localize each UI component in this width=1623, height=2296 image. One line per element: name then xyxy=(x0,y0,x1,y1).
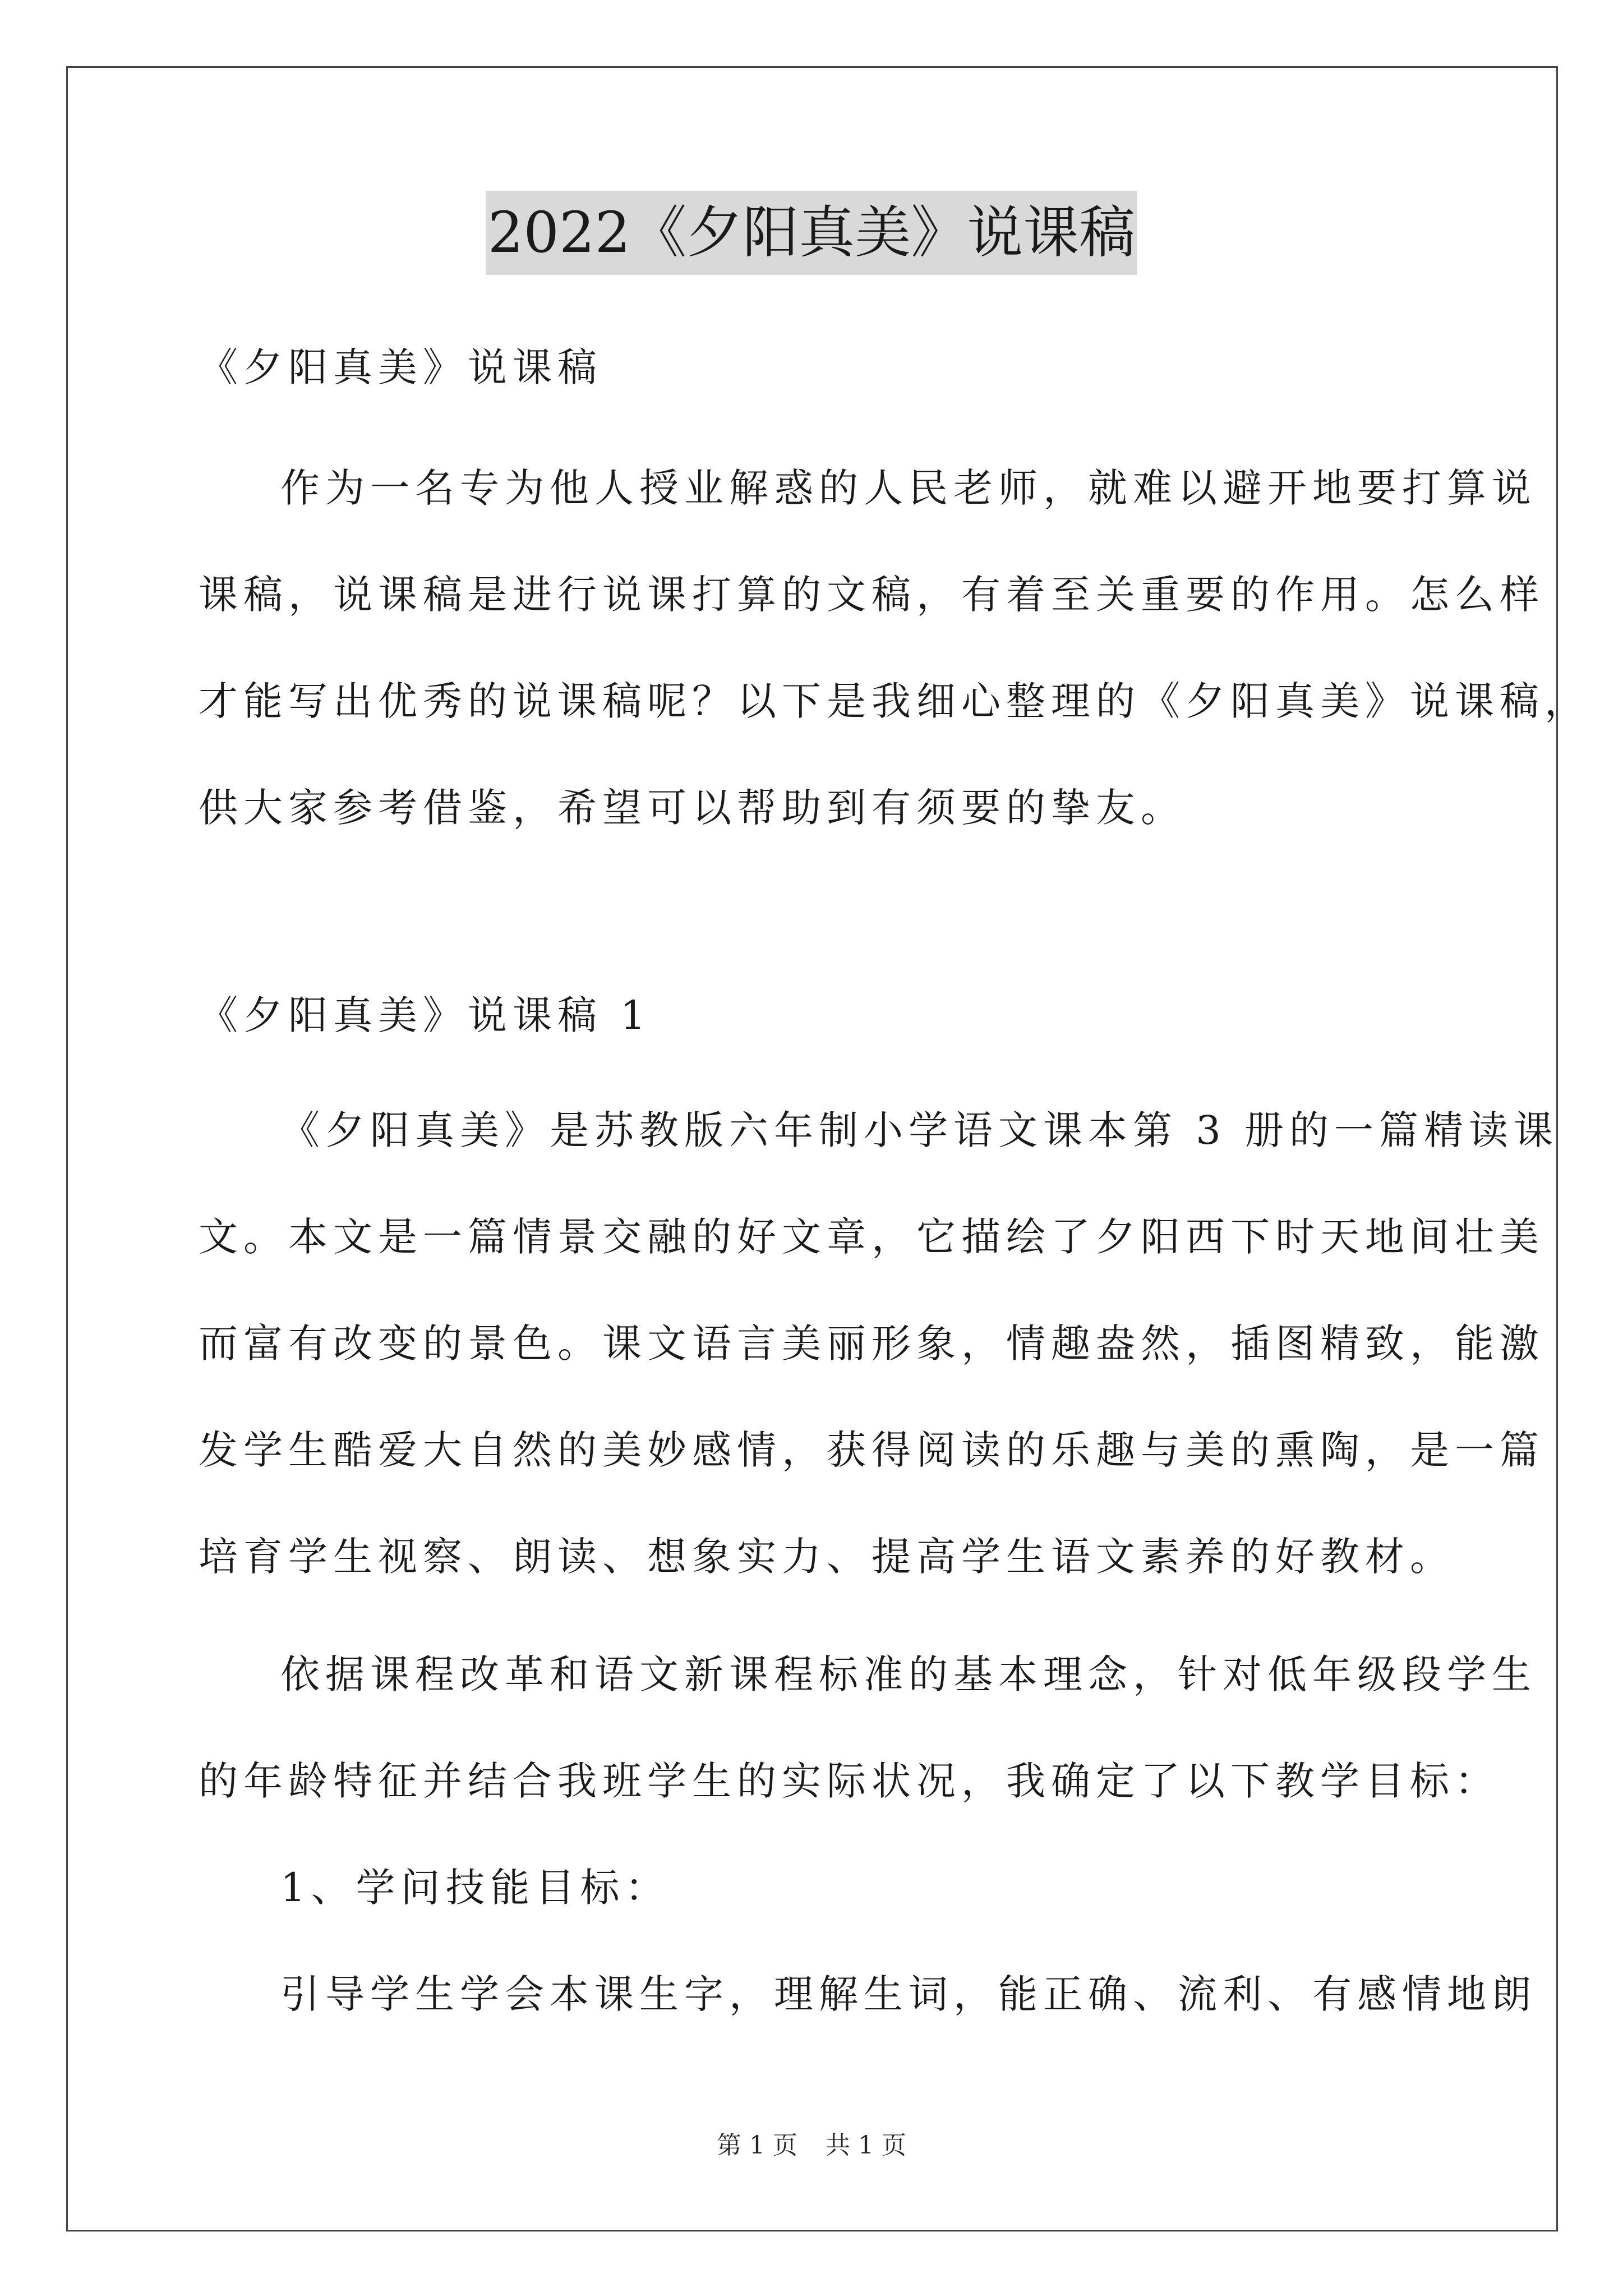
paragraph-line: 引导学生学会本课生字，理解生词，能正确、流利、有感情地朗 xyxy=(280,1971,1537,2017)
paragraph-line: 作为一名专为他人授业解惑的人民老师，就难以避开地要打算说 xyxy=(280,465,1537,511)
page-number: 第 1 页 xyxy=(717,2131,797,2160)
paragraph-line: 的年龄特征并结合我班学生的实际状况，我确定了以下教学目标： xyxy=(199,1758,1500,1804)
paragraph-line: 课稿，说课稿是进行说课打算的文稿，有着至关重要的作用。怎么样 xyxy=(199,572,1544,618)
paragraph-line: 文。本文是一篇情景交融的好文章，它描绘了夕阳西下时天地间壮美 xyxy=(199,1214,1544,1260)
list-item-heading: 1、学问技能目标： xyxy=(280,1865,670,1911)
paragraph-line: 而富有改变的景色。课文语言美丽形象，情趣盎然，插图精致，能激 xyxy=(199,1320,1544,1366)
paragraph-line: 培育学生视察、朗读、想象实力、提高学生语文素养的好教材。 xyxy=(199,1534,1455,1580)
paragraph-line: 才能写出优秀的说课稿呢？以下是我细心整理的《夕阳真美》说课稿， xyxy=(199,678,1589,724)
paragraph-line: 《夕阳真美》是苏教版六年制小学语文课本第 3 册的一篇精读课 xyxy=(280,1107,1559,1153)
paragraph-line: 供大家参考借鉴，希望可以帮助到有须要的挚友。 xyxy=(199,785,1186,831)
document-title: 2022《夕阳真美》说课稿 xyxy=(486,191,1138,275)
page-total: 共 1 页 xyxy=(826,2131,906,2160)
page-footer xyxy=(0,2129,1623,2162)
title-container xyxy=(0,191,1623,275)
section-heading: 《夕阳真美》说课稿 1 xyxy=(199,992,651,1038)
paragraph-line: 依据课程改革和语文新课程标准的基本理念，针对低年级段学生 xyxy=(280,1651,1537,1697)
paragraph-line: 发学生酷爱大自然的美妙感情，获得阅读的乐趣与美的熏陶，是一篇 xyxy=(199,1427,1544,1473)
section-heading: 《夕阳真美》说课稿 xyxy=(199,344,602,390)
